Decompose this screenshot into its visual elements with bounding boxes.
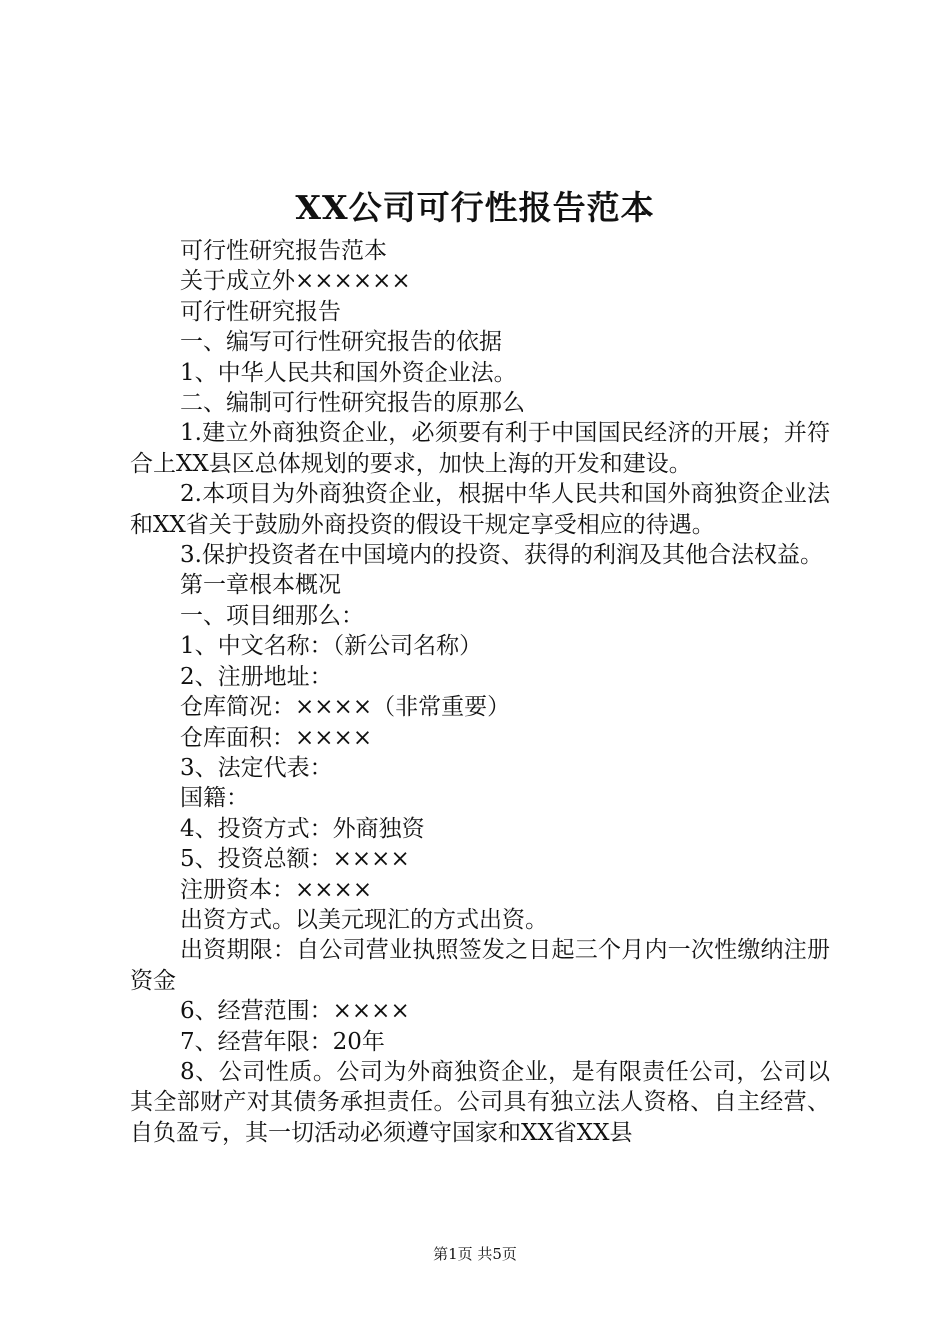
- list-item-warehouse-area: 仓库面积：××××: [180, 724, 373, 751]
- paragraph-principle-1: 1.建立外商独资企业，必须要有利于中国国民经济的开展；并符合上XX县区总体规划的要求，加快上海的开发和建设。: [130, 420, 830, 477]
- list-item-business-scope: 6、经营范围：××××: [180, 998, 410, 1025]
- list-item-chinese-name: 1、中文名称：（新公司名称）: [180, 633, 483, 660]
- section-heading-basis: 一、编写可行性研究报告的依据: [180, 329, 502, 356]
- list-item-investment-method: 4、投资方式：外商独资: [180, 815, 425, 842]
- paragraph-principle-3: 3.保护投资者在中国境内的投资、获得的利润及其他合法权益。: [180, 542, 823, 569]
- paragraph-basis-item-1: 1、中华人民共和国外资企业法。: [180, 359, 517, 386]
- paragraph-principle-2: 2.本项目为外商独资企业，根据中华人民共和国外商独资企业法和XX省关于鼓励外商投资的假设干规定享受相应的待遇。: [130, 481, 830, 538]
- list-item-legal-representative: 3、法定代表：: [180, 754, 333, 781]
- paragraph-report-heading: 可行性研究报告: [180, 298, 341, 325]
- list-item-contribution-method: 出资方式。以美元现汇的方式出资。: [180, 906, 548, 933]
- section-heading-project-details: 一、项目细那么：: [180, 602, 364, 629]
- list-item-registered-address: 2、注册地址：: [180, 663, 333, 690]
- list-item-warehouse-overview: 仓库简况：××××（非常重要）: [180, 694, 511, 721]
- paragraph-report-template: 可行性研究报告范本: [180, 238, 387, 264]
- list-item-company-nature: 8、公司性质。公司为外商独资企业，是有限责任公司，公司以其全部财产对其债务承担责任。公司具有独立法人资格、自主经营、自负盈亏，其一切活动必须遵守国家和XX省XX县: [130, 1058, 830, 1146]
- list-item-total-investment: 5、投资总额：××××: [180, 846, 410, 873]
- document-title: XX公司可行性报告范本: [295, 188, 655, 227]
- document-body: [130, 236, 830, 1148]
- paragraph-about-establishing: 关于成立外××××××: [180, 268, 411, 295]
- page-number-footer: 第1页 共5页: [433, 1245, 517, 1263]
- chapter-heading-overview: 第一章根本概况: [180, 572, 341, 599]
- list-item-registered-capital: 注册资本：××××: [180, 876, 373, 903]
- list-item-operating-period: 7、经营年限：20年: [180, 1028, 385, 1055]
- list-item-nationality: 国籍：: [180, 785, 249, 812]
- section-heading-principles: 二、编制可行性研究报告的原那么: [180, 390, 525, 417]
- list-item-contribution-period: 出资期限：自公司营业执照签发之日起三个月内一次性缴纳注册资金: [130, 937, 830, 994]
